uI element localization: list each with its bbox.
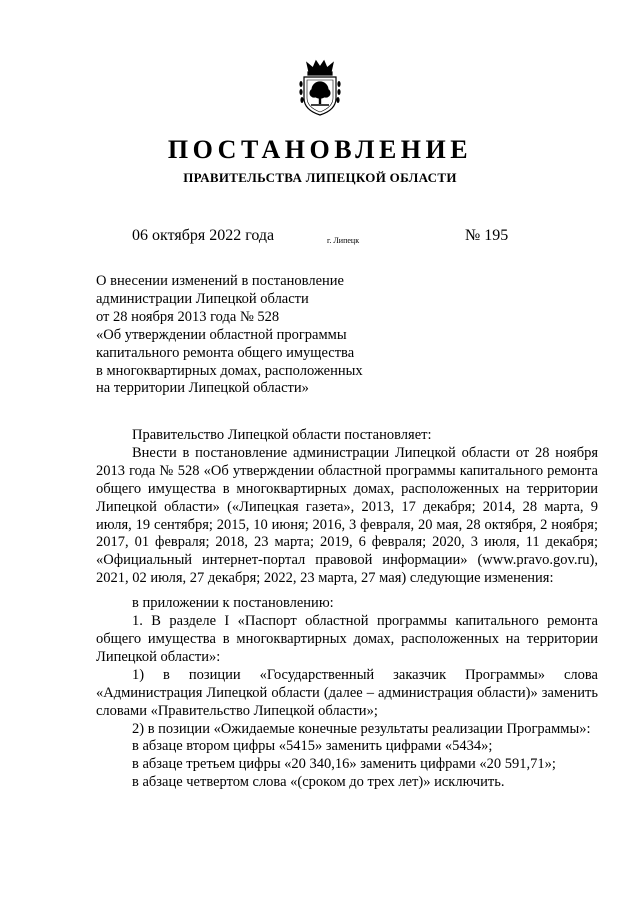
body-paragraph: 1) в позиции «Государственный заказчик Программы» слова «Администрация Липецкой области (далее – администрация области)» заменить словами «Правительство Липецкой области»; — [96, 666, 598, 719]
document-title: ПОСТАНОВЛЕНИЕ — [167, 135, 473, 164]
coat-of-arms-icon — [297, 58, 343, 118]
document-number: № 195 — [465, 227, 509, 244]
body-paragraph: в абзаце втором цифры «5415» заменить цифрами «5434»; — [132, 738, 493, 755]
subject-line: «Об утверждении областной программы — [96, 326, 347, 343]
subject-line: капитального ремонта общего имущества — [96, 344, 355, 361]
document-body — [96, 427, 598, 792]
subject-line: О внесении изменений в постановление — [96, 273, 344, 289]
subject-line: от 28 ноября 2013 года № 528 — [96, 308, 280, 325]
subject-line: на территории Липецкой области» — [96, 380, 309, 397]
document-city: г. Липецк — [327, 236, 360, 245]
document-subtitle: ПРАВИТЕЛЬСТВА ЛИПЕЦКОЙ ОБЛАСТИ — [183, 170, 457, 185]
document-subject — [96, 273, 406, 398]
body-paragraph: в приложении к постановлению: — [132, 595, 334, 612]
body-paragraph: в абзаце четвертом слова «(сроком до трех лет)» исключить. — [132, 774, 505, 791]
subject-line: в многоквартирных домах, расположенных — [96, 362, 363, 379]
body-paragraph: 2) в позиции «Ожидаемые конечные результаты реализации Программы»: — [132, 720, 591, 737]
document-date: 06 октября 2022 года — [132, 227, 275, 244]
subject-line: администрации Липецкой области — [96, 290, 309, 307]
body-paragraph-intro: Правительство Липецкой области постановляет: — [132, 427, 432, 443]
body-paragraph: Внести в постановление администрации Липецкой области от 28 ноября 2013 года № 528 «Об утверждении областной программы капитального ремонта общего имущества в многоквартирных домах, расположенных на территории Липецкой области» («Липецкая газета», 2013, 17 декабря; 2014, 28 марта, 9 июля, 19 сентября; 2015, 10 июня; 2016, 3 февраля, 20 мая, 28 октября, 2 ноября; 2017, 01 февраля; 2018, 23 марта; 2019, 6 февраля; 2020, 3 июля, 11 декабря; «Официальный интернет-портал правовой информации» (www.pravo.gov.ru), 2021, 02 июля, 27 декабря; 2022, 23 марта, 27 мая) следующие изменения: — [96, 444, 598, 587]
body-paragraph: в абзаце третьем цифры «20 340,16» заменить цифрами «20 591,71»; — [132, 756, 556, 773]
body-paragraph: 1. В разделе I «Паспорт областной программы капитального ремонта общего имущества в многоквартирных домах, расположенных на территории Липецкой области»: — [96, 613, 598, 665]
